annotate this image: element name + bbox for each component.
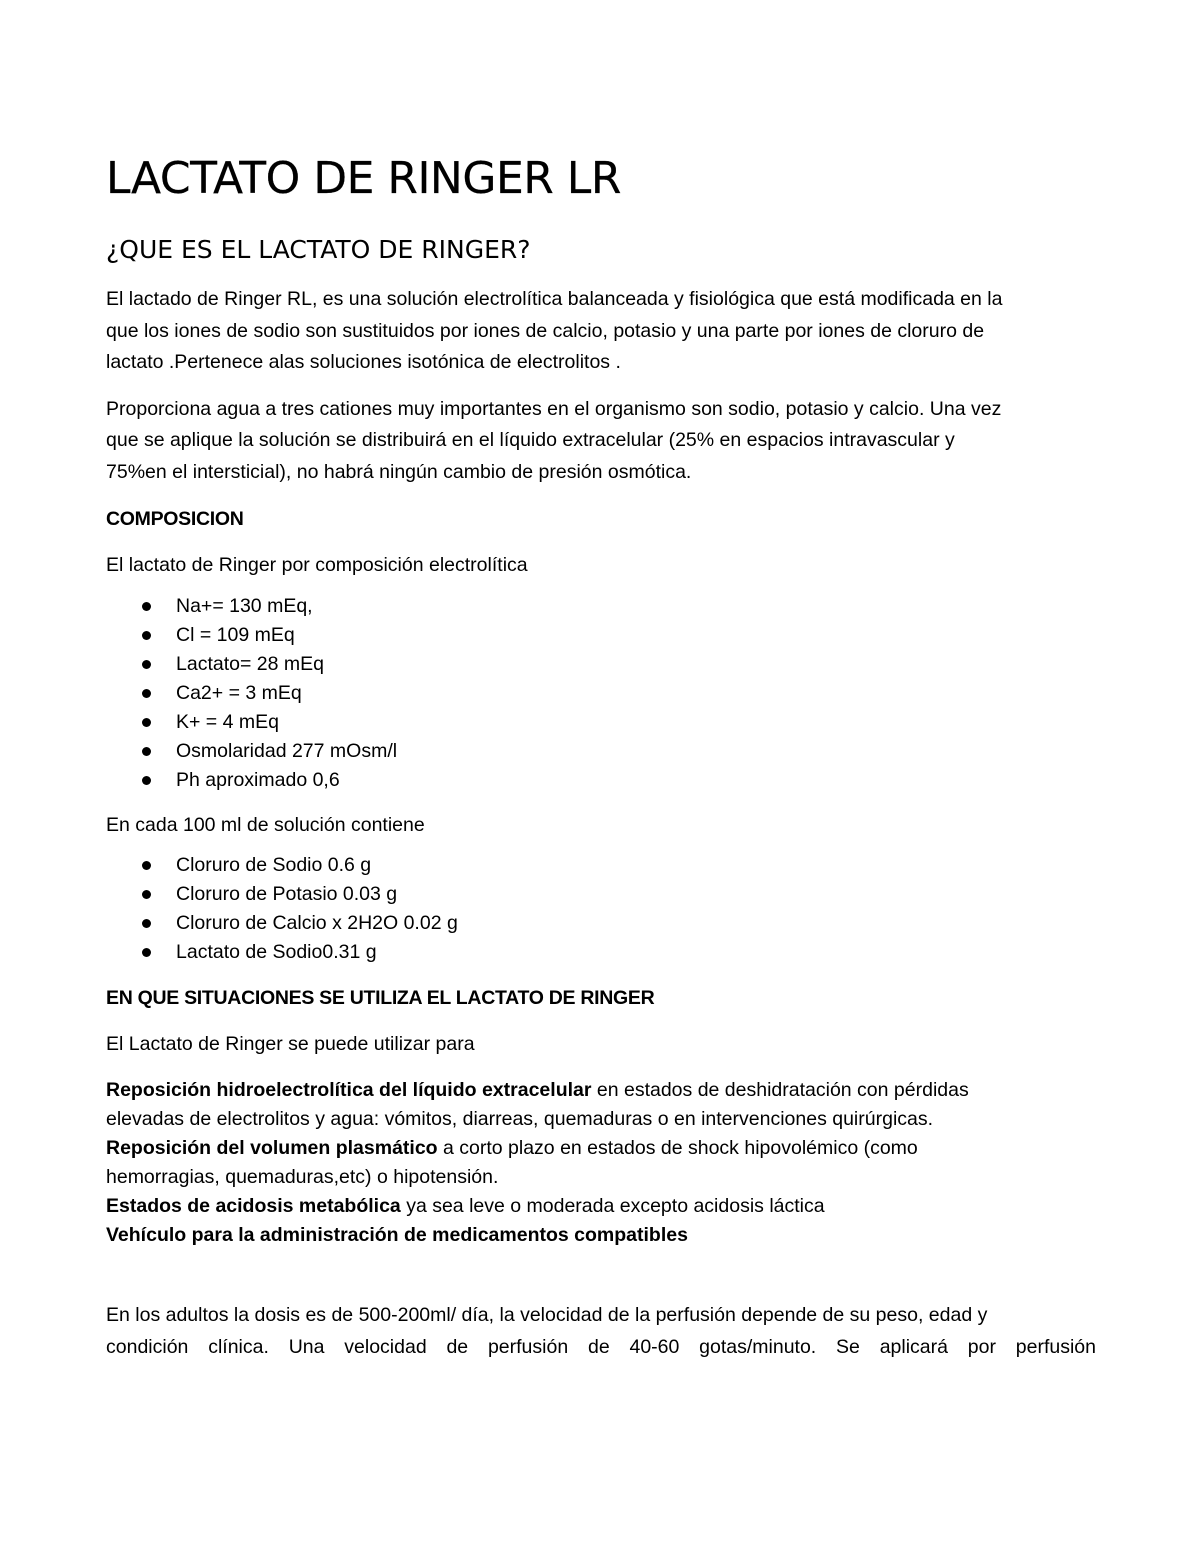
bullet-icon: [142, 631, 151, 640]
list-item: Cloruro de Calcio x 2H2O 0.02 g: [106, 909, 1096, 938]
intro-paragraph-line: que los iones de sodio son sustituidos por iones de calcio, potasio y una parte por iones de cloruro de: [106, 319, 985, 342]
bullet-icon: [142, 602, 151, 611]
bullet-icon: [142, 919, 151, 928]
cations-paragraph-line: 75%en el intersticial), no habrá ningún cambio de presión osmótica.: [106, 460, 692, 483]
composition-list: [106, 592, 1096, 795]
per100-intro: En cada 100 ml de solución contiene: [106, 813, 425, 836]
intro-paragraph-line: El lactado de Ringer RL, es una solución electrolítica balanceada y fisiológica que está modificada en la: [106, 288, 1003, 310]
list-item: Cl = 109 mEq: [106, 621, 1096, 650]
uses-block: [106, 1076, 1096, 1250]
bullet-icon: [142, 747, 151, 756]
use-item-title: Estados de acidosis metabólica: [106, 1194, 401, 1217]
bullet-icon: [142, 660, 151, 669]
cations-paragraph-line: que se aplique la solución se distribuirá en el líquido extracelular (25% en espacios intravascular y: [106, 429, 955, 451]
use-item: Reposición del volumen plasmático a corto plazo en estados de shock hipovolémico (como: [106, 1136, 918, 1159]
use-item: Reposición hidroelectrolítica del líquido extracelular en estados de deshidratación con pérdidas: [106, 1078, 969, 1101]
page-title: LACTATO DE RINGER LR: [106, 153, 621, 204]
uses-heading: EN QUE SITUACIONES SE UTILIZA EL LACTATO DE RINGER: [106, 987, 655, 1009]
use-item-title: Vehículo para la administración de medicamentos compatibles: [106, 1223, 688, 1246]
per100-list: [106, 851, 1096, 967]
cations-paragraph-line: Proporciona agua a tres cationes muy importantes en el organismo son sodio, potasio y calcio. Una vez: [106, 397, 1002, 420]
list-item: Lactato de Sodio0.31 g: [106, 938, 1096, 967]
list-item: Cloruro de Potasio 0.03 g: [106, 880, 1096, 909]
list-item: Na+= 130 mEq,: [106, 592, 1096, 621]
composition-heading: COMPOSICION: [106, 508, 244, 530]
bullet-icon: [142, 689, 151, 698]
list-item: K+ = 4 mEq: [106, 708, 1096, 737]
composition-intro: El lactato de Ringer por composición electrolítica: [106, 554, 528, 576]
dose-paragraph-line: En los adultos la dosis es de 500-200ml/ día, la velocidad de la perfusión depende de su peso, edad y: [106, 1303, 988, 1326]
bullet-icon: [142, 776, 151, 785]
section-question-heading: ¿QUE ES EL LACTATO DE RINGER?: [106, 235, 531, 264]
use-item-title: Reposición hidroelectrolítica del líquido extracelular: [106, 1078, 592, 1101]
bullet-icon: [142, 861, 151, 870]
bullet-icon: [142, 718, 151, 727]
list-item: Lactato= 28 mEq: [106, 650, 1096, 679]
bullet-icon: [142, 890, 151, 899]
use-item-title: Reposición del volumen plasmático: [106, 1136, 438, 1159]
bullet-icon: [142, 948, 151, 957]
list-item: Ca2+ = 3 mEq: [106, 679, 1096, 708]
use-item-continued: hemorragias, quemaduras,etc) o hipotensión.: [106, 1165, 499, 1188]
uses-intro: El Lactato de Ringer se puede utilizar para: [106, 1033, 475, 1055]
dose-paragraph-line: condición clínica. Una velocidad de perfusión de 40-60 gotas/minuto. Se aplicará por perfusión: [106, 1335, 1096, 1358]
document-body: [106, 148, 1096, 1363]
use-item: [106, 1221, 1096, 1250]
list-item: Ph aproximado 0,6: [106, 766, 1096, 795]
list-item: Cloruro de Sodio 0.6 g: [106, 851, 1096, 880]
list-item: Osmolaridad 277 mOsm/l: [106, 737, 1096, 766]
use-item: Estados de acidosis metabólica ya sea leve o moderada excepto acidosis láctica: [106, 1194, 825, 1217]
intro-paragraph-line: lactato .Pertenece alas soluciones isotónica de electrolitos .: [106, 351, 621, 373]
use-item-continued: elevadas de electrolitos y agua: vómitos, diarreas, quemaduras o en intervenciones quirúrgicas.: [106, 1107, 934, 1130]
